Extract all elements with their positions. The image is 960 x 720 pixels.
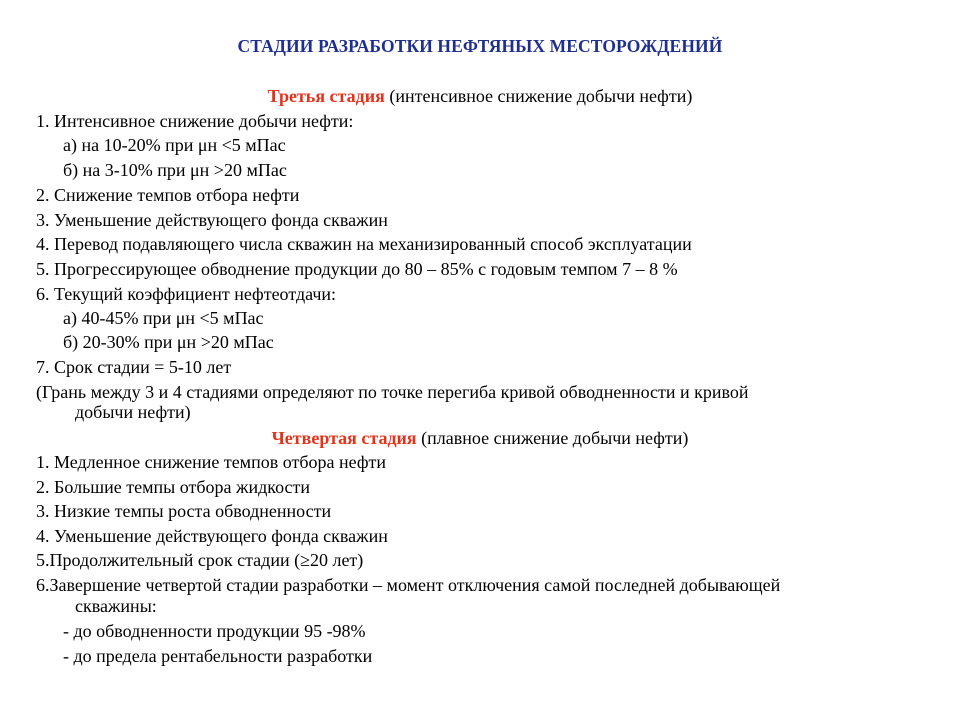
stage4-item: 4. Уменьшение действующего фонда скважин [36, 526, 388, 546]
stage3-name: Третья стадия [267, 86, 385, 106]
stage3-item: 7. Срок стадии = 5-10 лет [36, 357, 232, 377]
stage3-item: 6. Текущий коэффициент нефтеотдачи: [36, 284, 337, 304]
stage3-item: 3. Уменьшение действующего фонда скважин [36, 210, 388, 230]
stage4-item: 3. Низкие темпы роста обводненности [36, 501, 332, 521]
stage3-note-cont: добычи нефти) [75, 402, 191, 422]
stage3-subitem: б) 20-30% при μн >20 мПас [63, 332, 274, 352]
stage4-subitem: - до обводненности продукции 95 -98% [63, 621, 366, 641]
slide-title: СТАДИИ РАЗРАБОТКИ НЕФТЯНЫХ МЕСТОРОЖДЕНИЙ [237, 36, 723, 56]
stage4-item: 6.Завершение четвертой стадии разработки – момент отключения самой последней добывающей [36, 575, 781, 595]
stage4-item: 5.Продолжительный срок стадии (≥20 лет) [36, 550, 364, 570]
stage3-item: 1. Интенсивное снижение добычи нефти: [36, 111, 354, 131]
stage3-item: 5. Прогрессирующее обводнение продукции до 80 – 85% с годовым темпом 7 – 8 % [36, 259, 678, 279]
stage3-subitem: б) на 3-10% при μн >20 мПас [63, 160, 287, 180]
stage4-item-cont: скважины: [75, 596, 157, 616]
stage3-subitem: а) на 10-20% при μн <5 мПас [63, 135, 286, 155]
stage3-subitem: а) 40-45% при μн <5 мПас [63, 308, 264, 328]
stage4-item: 1. Медленное снижение темпов отбора нефти [36, 452, 386, 472]
stage4-item: 2. Большие темпы отбора жидкости [36, 477, 311, 497]
stage3-item: 4. Перевод подавляющего числа скважин на механизированный способ эксплуатации [36, 234, 692, 254]
stage4-subitem: - до предела рентабельности разработки [63, 646, 373, 666]
stage3-note: (Грань между 3 и 4 стадиями определяют по точке перегиба кривой обводненности и кривой [36, 382, 749, 402]
stage4-heading [0, 427, 960, 449]
stage4-name: Четвертая стадия [271, 428, 417, 448]
stage4-desc: (плавное снижение добычи нефти) [416, 428, 689, 448]
stage3-heading [0, 85, 960, 107]
stage3-item: 2. Снижение темпов отбора нефти [36, 185, 300, 205]
stage3-desc: (интенсивное снижение добычи нефти) [384, 86, 693, 106]
